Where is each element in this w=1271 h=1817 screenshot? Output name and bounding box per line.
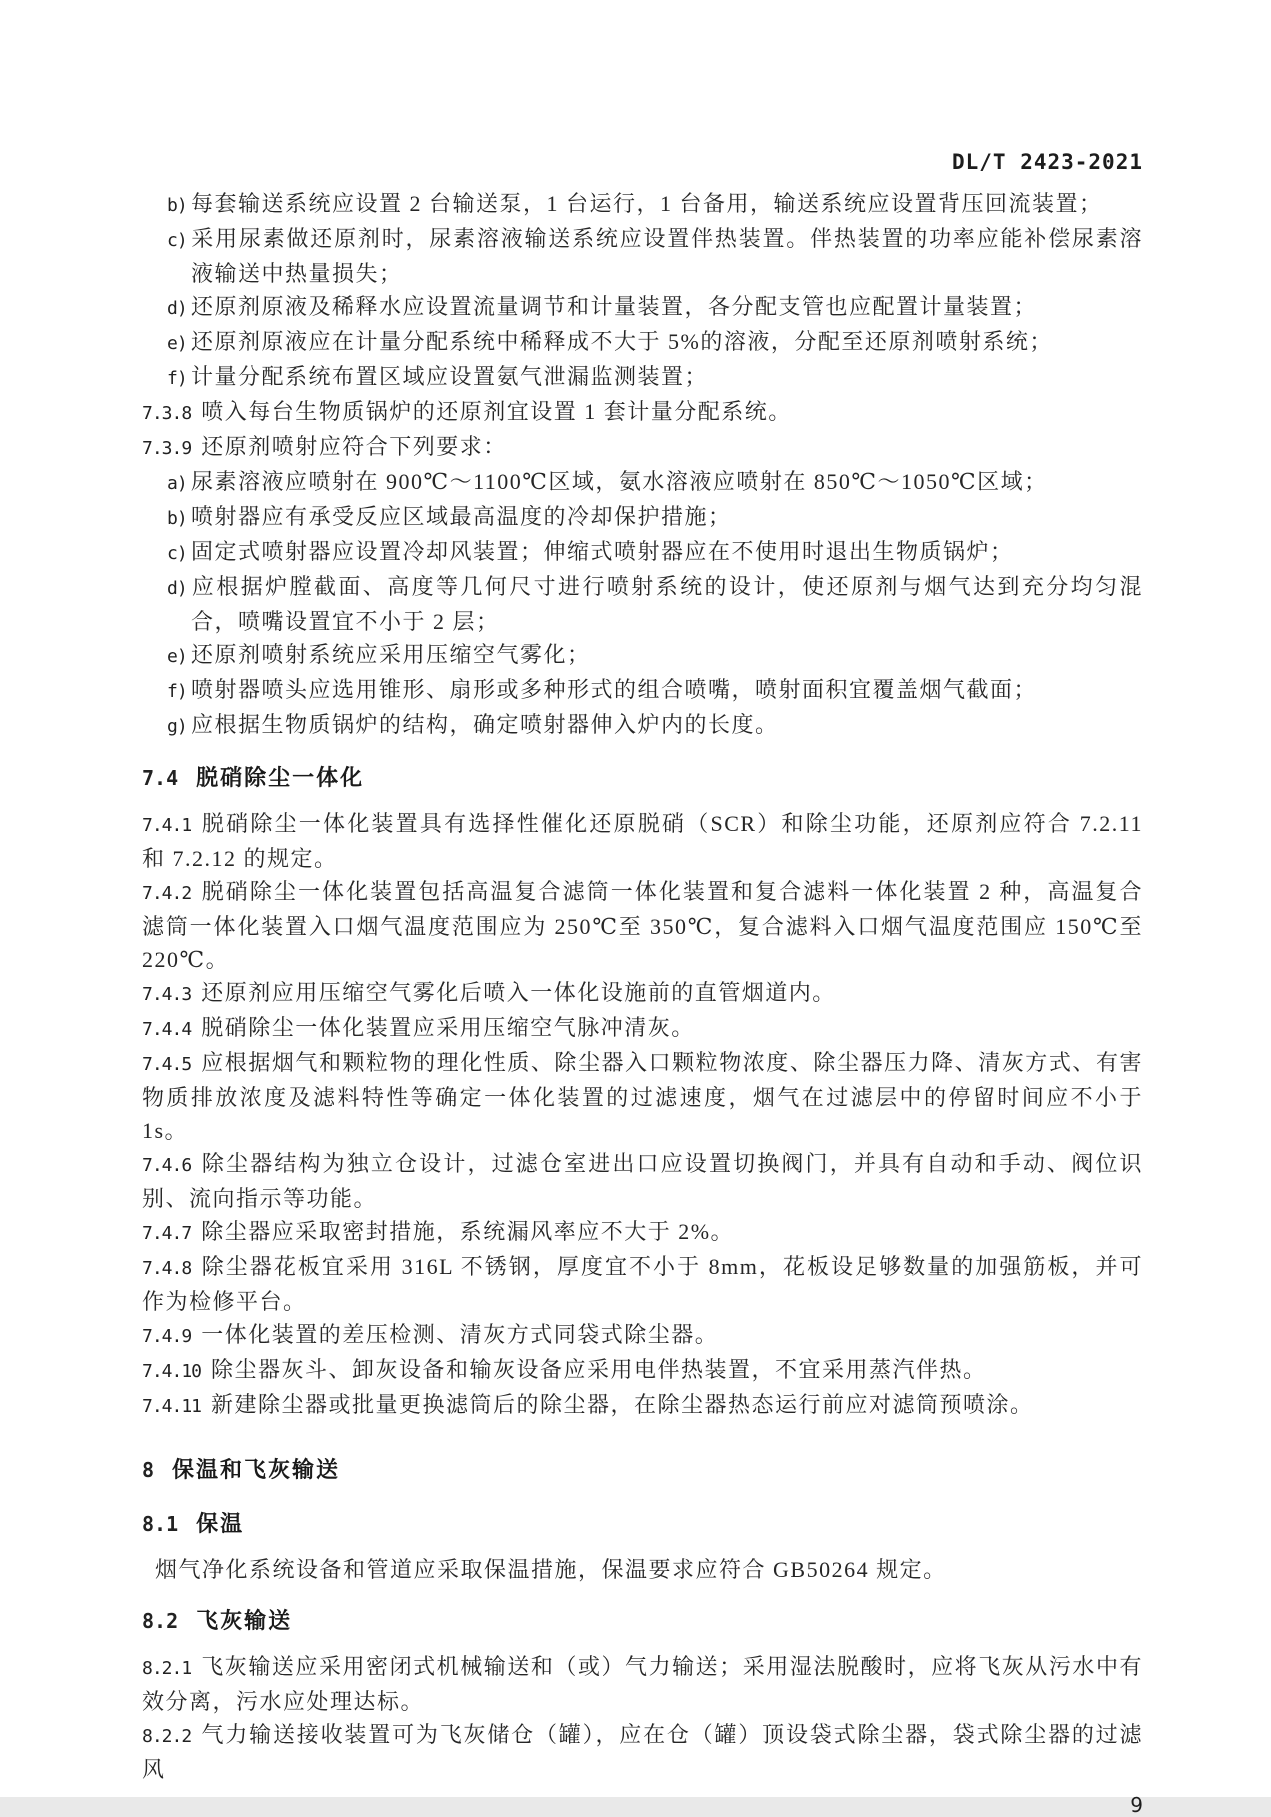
section-heading bbox=[142, 1453, 1143, 1487]
list-item bbox=[142, 570, 1143, 638]
clause bbox=[142, 1011, 1143, 1046]
text-content: 除尘器结构为独立仓设计，过滤仓室进出口应设置切换阀门，并具有自动和手动、阀位识别、流向指示等功能。 bbox=[142, 1151, 1143, 1211]
clause bbox=[142, 1250, 1143, 1318]
list-item bbox=[142, 465, 1143, 500]
paragraph bbox=[142, 1553, 1143, 1586]
clause-number: 7.4.8 bbox=[142, 1258, 192, 1279]
list-item bbox=[142, 708, 1143, 743]
clause-number: 8.2.1 bbox=[142, 1658, 192, 1679]
clause bbox=[142, 430, 1143, 465]
text-content: 固定式喷射器应设置冷却风装置；伸缩式喷射器应在不使用时退出生物质锅炉； bbox=[191, 539, 1014, 564]
clause-number: 7.4.10 bbox=[142, 1361, 202, 1382]
text-content: 脱硝除尘一体化装置应采用压缩空气脉冲清灰。 bbox=[201, 1015, 695, 1040]
text-content: 除尘器花板宜采用 316L 不锈钢，厚度宜不小于 8mm，花板设足够数量的加强筋板，并可作为检修平台。 bbox=[142, 1254, 1143, 1314]
text-content: 喷射器喷头应选用锥形、扇形或多种形式的组合喷嘴，喷射面积宜覆盖烟气截面； bbox=[191, 677, 1038, 702]
clause-number: 7.4.11 bbox=[142, 1396, 202, 1417]
clause-number: 7.4.3 bbox=[142, 984, 192, 1005]
list-item-letter: c) bbox=[167, 230, 187, 251]
clause bbox=[142, 1147, 1143, 1215]
clause bbox=[142, 1215, 1143, 1250]
clause-number: 8.2 bbox=[142, 1609, 179, 1633]
section-heading-title: 保温 bbox=[196, 1511, 245, 1536]
text-content: 气力输送接收装置可为飞灰储仓（罐），应在仓（罐）顶设袋式除尘器，袋式除尘器的过滤风 bbox=[142, 1722, 1143, 1782]
list-item-letter: b) bbox=[167, 508, 187, 529]
list-item bbox=[142, 222, 1143, 290]
clause bbox=[142, 1718, 1143, 1786]
clause-number: 7.4.9 bbox=[142, 1326, 192, 1347]
list-item bbox=[142, 325, 1143, 360]
list-item bbox=[142, 187, 1143, 222]
list-item-letter: a) bbox=[167, 473, 187, 494]
text-content: 计量分配系统布置区域应设置氨气泄漏监测装置； bbox=[191, 364, 709, 389]
section-heading bbox=[142, 1507, 1143, 1541]
list-item-letter: d) bbox=[167, 298, 187, 319]
text-content: 新建除尘器或批量更换滤筒后的除尘器，在除尘器热态运行前应对滤筒预喷涂。 bbox=[211, 1392, 1034, 1417]
clause-number: 7.4 bbox=[142, 766, 179, 790]
section-heading bbox=[142, 761, 1143, 795]
text-content: 还原剂原液应在计量分配系统中稀释成不大于 5%的溶液，分配至还原剂喷射系统； bbox=[191, 329, 1053, 354]
text-content: 还原剂应用压缩空气雾化后喷入一体化设施前的直管烟道内。 bbox=[201, 980, 836, 1005]
list-item bbox=[142, 535, 1143, 570]
clause-number: 7.4.6 bbox=[142, 1155, 192, 1176]
clause bbox=[142, 976, 1143, 1011]
clause-number: 7.4.5 bbox=[142, 1054, 192, 1075]
text-content: 每套输送系统应设置 2 台输送泵，1 台运行，1 台备用，输送系统应设置背压回流装置； bbox=[191, 191, 1103, 216]
standard-number-header: DL/T 2423-2021 bbox=[951, 150, 1143, 174]
text-content: 飞灰输送应采用密闭式机械输送和（或）气力输送；采用湿法脱酸时，应将飞灰从污水中有效分离，污水应处理达标。 bbox=[142, 1654, 1143, 1714]
text-content: 还原剂原液及稀释水应设置流量调节和计量装置，各分配支管也应配置计量装置； bbox=[191, 294, 1038, 319]
clause-number: 7.4.2 bbox=[142, 883, 192, 904]
clause-number: 8.2.2 bbox=[142, 1726, 192, 1747]
clause bbox=[142, 1388, 1143, 1423]
clause bbox=[142, 875, 1143, 976]
section-heading-title: 飞灰输送 bbox=[196, 1608, 293, 1633]
text-content: 应根据生物质锅炉的结构，确定喷射器伸入炉内的长度。 bbox=[191, 712, 779, 737]
list-item-letter: b) bbox=[167, 195, 187, 216]
list-item-letter: g) bbox=[167, 716, 187, 737]
list-item bbox=[142, 673, 1143, 708]
text-content: 除尘器应采取密封措施，系统漏风率应不大于 2%。 bbox=[201, 1219, 735, 1244]
text-content: 还原剂喷射系统应采用压缩空气雾化； bbox=[191, 642, 591, 667]
text-content: 采用尿素做还原剂时，尿素溶液输送系统应设置伴热装置。伴热装置的功率应能补偿尿素溶液输送中热量损失； bbox=[191, 226, 1143, 286]
section-heading-title: 保温和飞灰输送 bbox=[172, 1457, 341, 1482]
clause-number: 7.4.7 bbox=[142, 1223, 192, 1244]
list-item-letter: e) bbox=[167, 646, 187, 667]
clause-number: 7.4.4 bbox=[142, 1019, 192, 1040]
text-content: 烟气净化系统设备和管道应采取保温措施，保温要求应符合 GB50264 规定。 bbox=[155, 1557, 947, 1582]
list-item bbox=[142, 638, 1143, 673]
clause-number: 7.3.9 bbox=[142, 438, 192, 459]
text-content: 还原剂喷射应符合下列要求： bbox=[201, 434, 507, 459]
list-item bbox=[142, 500, 1143, 535]
list-item-letter: d) bbox=[167, 578, 187, 599]
clause-number: 7.4.1 bbox=[142, 815, 192, 836]
clause-number: 8 bbox=[142, 1458, 155, 1482]
clause-number: 8.1 bbox=[142, 1512, 179, 1536]
list-item-letter: f) bbox=[167, 681, 187, 702]
clause bbox=[142, 807, 1143, 875]
section-heading-title: 脱硝除尘一体化 bbox=[196, 765, 365, 790]
list-item bbox=[142, 290, 1143, 325]
text-content: 一体化装置的差压检测、清灰方式同袋式除尘器。 bbox=[201, 1322, 719, 1347]
text-content: 喷射器应有承受反应区域最高温度的冷却保护措施； bbox=[191, 504, 732, 529]
list-item-letter: e) bbox=[167, 333, 187, 354]
list-item bbox=[142, 360, 1143, 395]
text-content: 除尘器灰斗、卸灰设备和输灰设备应采用电伴热装置，不宜采用蒸汽伴热。 bbox=[211, 1357, 987, 1382]
page-number: 9 bbox=[1130, 1793, 1143, 1817]
clause bbox=[142, 1353, 1143, 1388]
clause bbox=[142, 1318, 1143, 1353]
clause bbox=[142, 1650, 1143, 1718]
list-item-letter: c) bbox=[167, 543, 187, 564]
clause-number: 7.3.8 bbox=[142, 403, 192, 424]
clause bbox=[142, 1046, 1143, 1147]
section-heading bbox=[142, 1604, 1143, 1638]
text-content: 应根据烟气和颗粒物的理化性质、除尘器入口颗粒物浓度、除尘器压力降、清灰方式、有害物质排放浓度及滤料特性等确定一体化装置的过滤速度，烟气在过滤层中的停留时间应不小于 1s。 bbox=[142, 1050, 1143, 1143]
text-content: 脱硝除尘一体化装置包括高温复合滤筒一体化装置和复合滤料一体化装置 2 种，高温复合滤筒一体化装置入口烟气温度范围应为 250℃至 350℃，复合滤料入口烟气温度范围应 150℃至 220℃。 bbox=[142, 879, 1143, 972]
text-content: 脱硝除尘一体化装置具有选择性催化还原脱硝（SCR）和除尘功能，还原剂应符合 7.2.11 和 7.2.12 的规定。 bbox=[142, 811, 1143, 871]
list-item-letter: f) bbox=[167, 368, 187, 389]
text-content: 尿素溶液应喷射在 900℃～1100℃区域，氨水溶液应喷射在 850℃～1050℃区域； bbox=[191, 469, 1048, 494]
text-content: 喷入每台生物质锅炉的还原剂宜设置 1 套计量分配系统。 bbox=[201, 399, 792, 424]
document-body bbox=[142, 187, 1143, 1786]
clause bbox=[142, 395, 1143, 430]
text-content: 应根据炉膛截面、高度等几何尺寸进行喷射系统的设计，使还原剂与烟气达到充分均匀混合，喷嘴设置宜不小于 2 层； bbox=[191, 574, 1143, 634]
